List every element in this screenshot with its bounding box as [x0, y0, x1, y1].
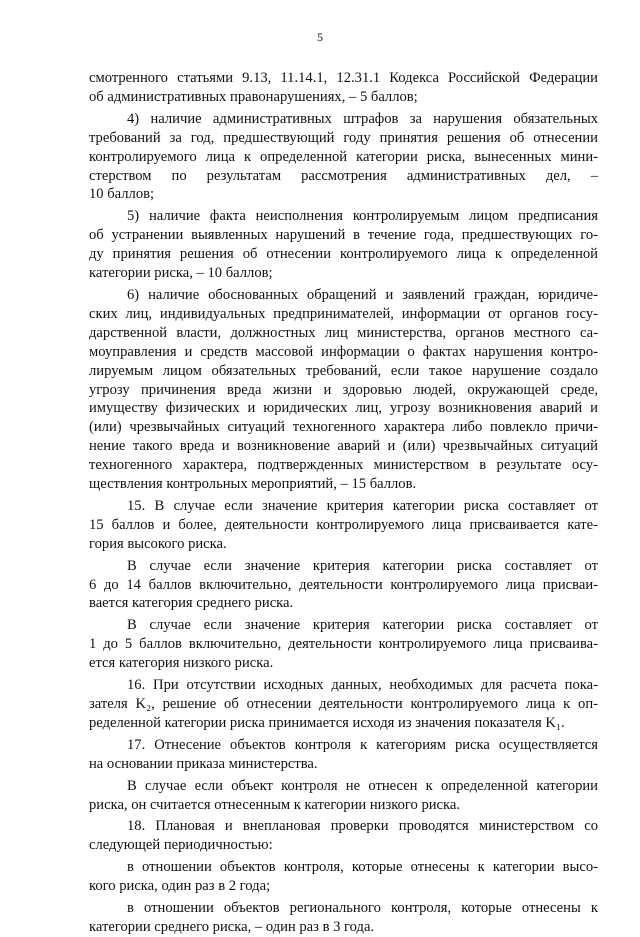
text-line: требований за год, предшествующий году принятия решения об отнесении: [89, 129, 598, 146]
text-line: в отношении объектов контроля, которые отнесены к категории высо-: [127, 859, 598, 876]
text-line: стерством по результатам рассмотрения административных дел, –: [89, 167, 598, 184]
text-line: 17. Отнесение объектов контроля к категориям риска осуществляется: [127, 736, 598, 753]
text-line: моуправления и средств массовой информации о фактах нарушения контро-: [89, 343, 598, 360]
text-line: В случае если объект контроля не отнесен к определенной категории: [127, 777, 598, 794]
text-line: 6 до 14 баллов включительно, деятельности контролируемого лица присваи-: [89, 576, 598, 593]
text-line: зателя K₂, решение об отнесении деятельности контролируемого лица к оп-: [89, 696, 598, 712]
paragraph: [89, 497, 598, 554]
text-line: 15. В случае если значение критерия категории риска составляет от: [127, 497, 598, 514]
text-line: 6) наличие обоснованных обращений и заявлений граждан, юридиче-: [127, 286, 598, 303]
text-line: 10 баллов;: [89, 186, 155, 203]
text-line: 15 баллов и более, деятельности контролируемого лица присваивается кате-: [89, 516, 598, 533]
text-line: В случае если значение критерия категории риска составляет от: [127, 617, 598, 634]
paragraph: [89, 557, 598, 614]
paragraph: [89, 110, 598, 205]
text-line: 1 до 5 баллов включительно, деятельности контролируемого лица присваива-: [89, 636, 598, 653]
text-line: кого риска, один раз в 2 года;: [89, 878, 271, 895]
text-line: 18. Плановая и внеплановая проверки проводятся министерством со: [127, 818, 598, 835]
paragraph: [89, 676, 598, 733]
text-line: ется категория низкого риска.: [89, 655, 274, 672]
text-line: смотренного статьями 9.13, 11.14.1, 12.31.1 Кодекса Российской Федерации: [89, 70, 598, 86]
text-line: техногенного характера, подтвержденных министерством в результате осу-: [89, 457, 598, 474]
paragraph: [89, 817, 598, 855]
text-line: риска, он считается отнесенным к категории низкого риска.: [89, 796, 461, 813]
text-line: категории среднего риска, – один раз в 3 года.: [89, 918, 375, 935]
paragraph: [89, 616, 598, 673]
text-line: 16. При отсутствии исходных данных, необходимых для расчета пока-: [127, 677, 598, 694]
text-line: (или) чрезвычайных ситуаций техногенного характера либо повлекло причи-: [89, 419, 598, 436]
paragraph: [89, 736, 598, 774]
paragraph: [89, 858, 598, 896]
paragraph: [89, 207, 598, 283]
text-line: ских лиц, индивидуальных предпринимателей, информации от органов госу-: [89, 305, 598, 322]
text-line: лируемым лицом обязательных требований, если такое нарушение создало: [89, 362, 598, 379]
text-line: 4) наличие административных штрафов за нарушения обязательных: [127, 110, 598, 127]
text-line: ду принятия решения об отнесении контролируемого лица к определенной: [89, 246, 598, 263]
paragraph: [89, 777, 598, 815]
text-line: нение такого вреда и возникновение аварий и (или) чрезвычайных ситуаций: [89, 438, 598, 455]
text-line: ществления контрольных мероприятий, – 15 баллов.: [89, 476, 417, 493]
text-line: категории риска, – 10 баллов;: [89, 265, 273, 282]
text-line: об устранении выявленных нарушений в течение года, предшествующих го-: [89, 227, 598, 244]
text-line: 5) наличие факта неисполнения контролируемым лицом предписания: [127, 208, 598, 225]
text-line: дарственной власти, должностных лиц министерства, органов местного са-: [89, 324, 598, 341]
text-line: В случае если значение критерия категории риска составляет от: [127, 557, 598, 574]
text-line: об административных правонарушениях, – 5 баллов;: [89, 88, 418, 105]
document-body: [89, 69, 598, 937]
text-line: в отношении объектов регионального контроля, которые отнесены к: [127, 900, 598, 917]
text-line: гория высокого риска.: [89, 535, 227, 552]
text-line: на основании приказа министерства.: [89, 755, 318, 772]
page-number: 5: [317, 30, 323, 44]
text-line: вается категория среднего риска.: [89, 595, 294, 612]
text-line: контролируемого лица к определенной категории риска, вынесенных мини-: [89, 148, 598, 165]
paragraph: [89, 286, 598, 494]
text-line: следующей периодичностью:: [89, 837, 273, 854]
paragraph: [89, 69, 598, 107]
text-line: угрозу причинения вреда жизни и здоровью людей, окружающей среде,: [89, 381, 598, 398]
text-line: имуществу физических и юридических лиц, угрозу возникновения аварий и: [89, 400, 598, 417]
text-line: ределенной категории риска принимается исходя из значения показателя K₁.: [89, 714, 565, 731]
